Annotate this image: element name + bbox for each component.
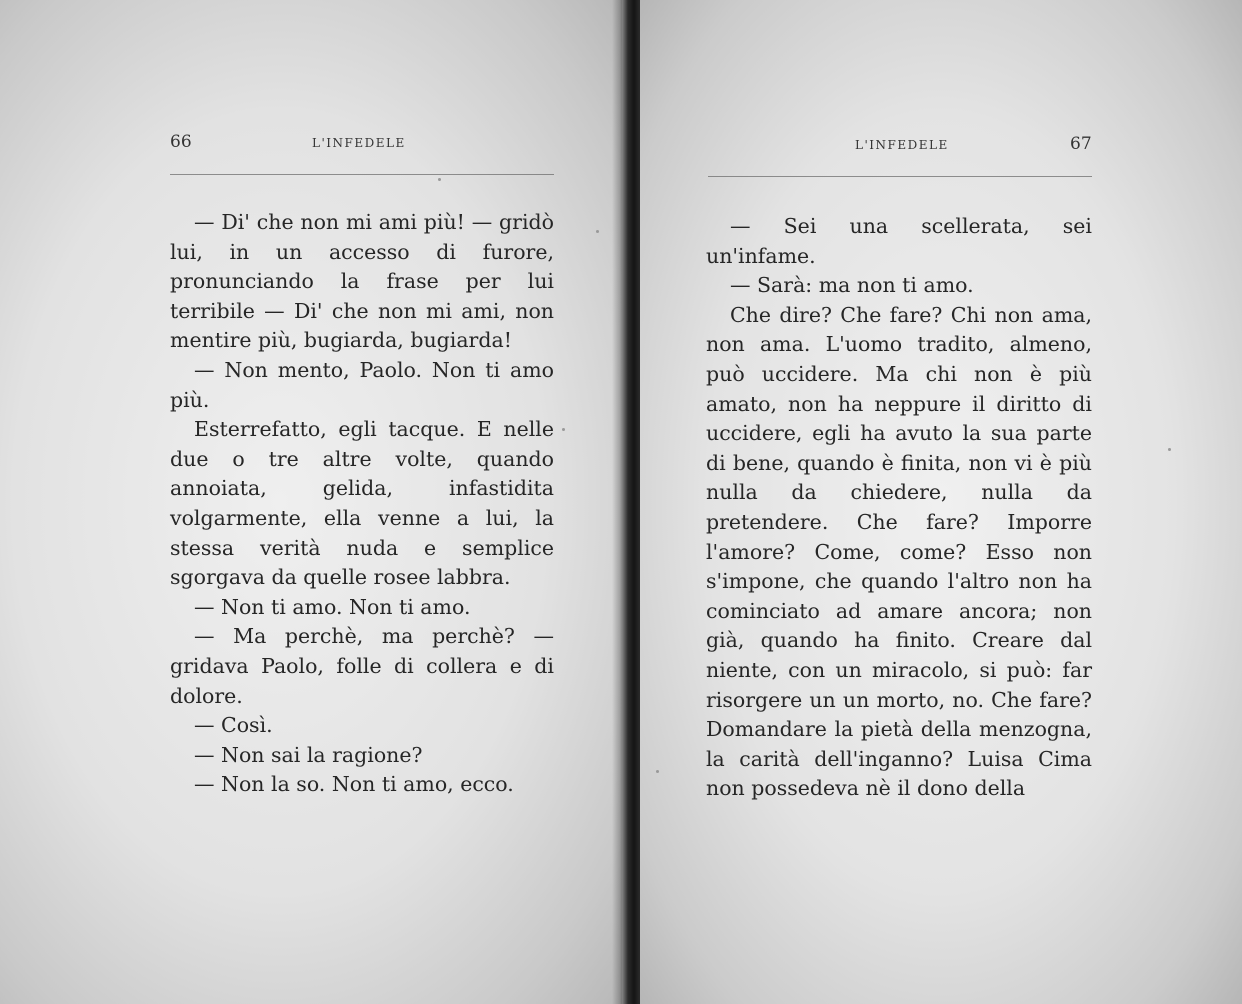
left-paragraph-2: — Non mento, Paolo. Non ti amo più. (170, 357, 554, 412)
right-paragraph-2: — Sarà: ma non ti amo. (730, 273, 974, 298)
left-page-number: 66 (170, 132, 192, 152)
paper-speck (596, 230, 599, 233)
right-page (640, 0, 1242, 1004)
left-paragraph-1: — Di' che non mi ami più! — gridò lui, in un accesso di furore, pronunciando la frase per lui terribile — Di' che non mi ami, non mentire più, bugiarda, bugiarda! (170, 210, 554, 353)
right-page-text (706, 212, 1092, 804)
paper-speck (562, 428, 565, 431)
paper-speck (1168, 448, 1171, 451)
paper-speck (438, 178, 441, 181)
paper-speck (656, 770, 659, 773)
left-running-title: L'INFEDELE (312, 136, 406, 150)
left-paragraph-3: Esterrefatto, egli tacque. E nelle due o tre altre volte, quando annoiata, gelida, infastidita volgarmente, ella venne a lui, la stessa verità nuda e semplice sgorgava da quelle rosee labbra. (170, 417, 554, 590)
right-paragraph-3: Che dire? Che fare? Chi non ama, non ama. L'uomo tradito, almeno, può uccidere. Ma chi non è più amato, non ha neppure il diritto di uccidere, egli ha avuto la sua parte di bene, quando è finita, non vi è più nulla da chiedere, nulla da pretendere. Che fare? Imporre l'amore? Come, come? Esso non s'impone, che quando l'altro non ha cominciato ad amare ancora; non già, quando ha finito. Creare dal niente, con un miracolo, si può: far risorgere un un morto, no. Che fare? Domandare la pietà della menzogna, la carità dell'inganno? Luisa Cima non possedeva nè il dono della (706, 302, 1092, 801)
left-paragraph-5: — Ma perchè, ma perchè? — gridava Paolo, folle di collera e di dolore. (170, 624, 554, 708)
right-paragraph-1: — Sei una scellerata, sei un'infame. (706, 214, 1092, 268)
left-paragraph-7: — Non sai la ragione? (194, 742, 423, 767)
left-paragraph-8: — Non la so. Non ti amo, ecco. (194, 772, 514, 797)
right-page-number: 67 (1070, 134, 1092, 154)
right-running-title: L'INFEDELE (855, 138, 949, 152)
left-head-rule (170, 174, 554, 175)
left-paragraph-4: — Non ti amo. Non ti amo. (194, 594, 471, 619)
left-paragraph-6: — Così. (194, 713, 273, 738)
left-page-text (170, 208, 554, 800)
right-head-rule (708, 176, 1092, 177)
